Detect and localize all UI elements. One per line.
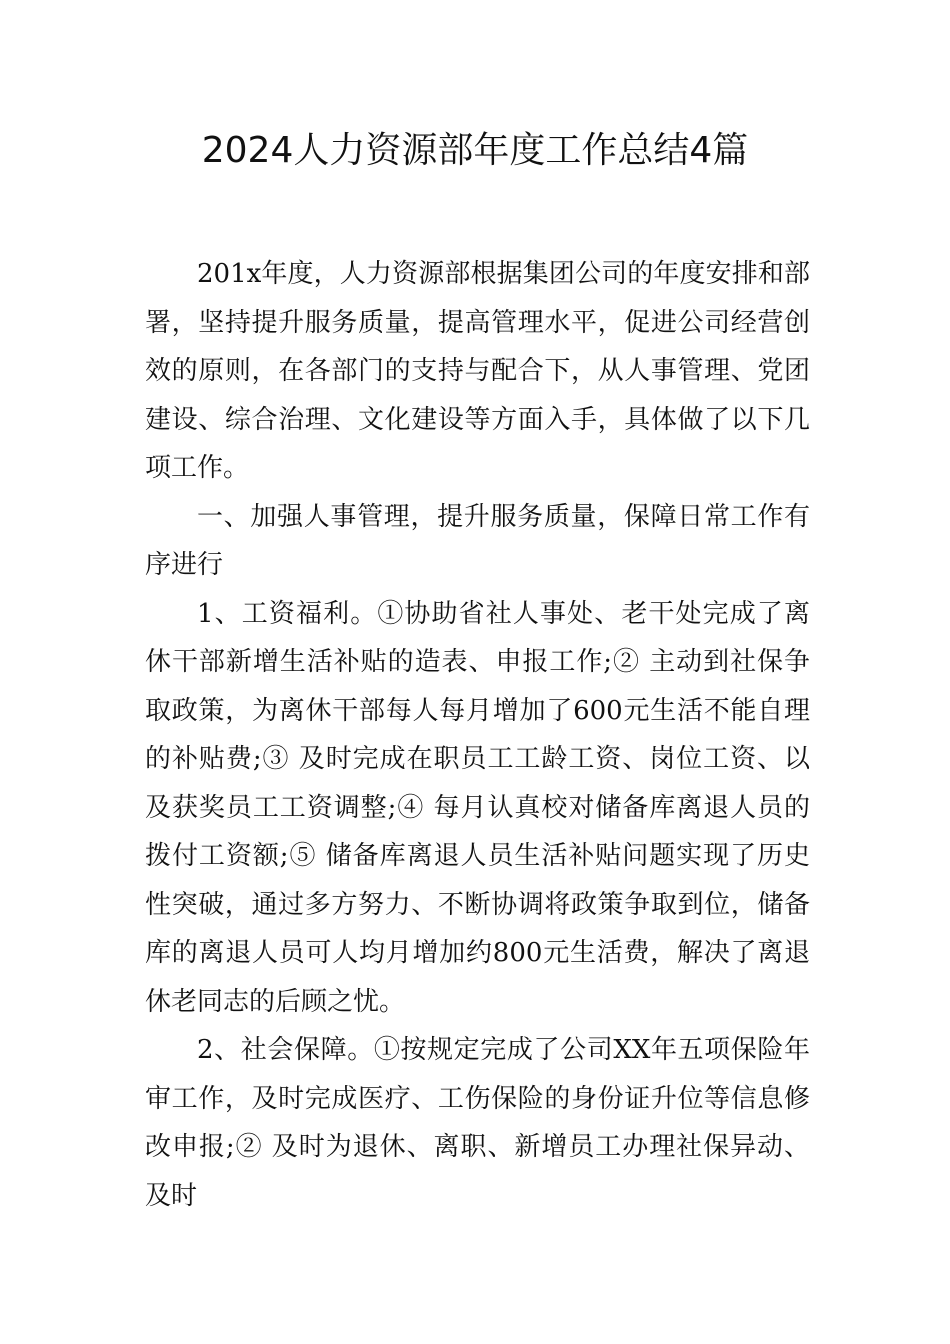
document-title: 2024人力资源部年度工作总结4篇 — [201, 130, 749, 171]
paragraph-salary-welfare: 1、工资福利。①协助省社人事处、老干处完成了离休干部新增生活补贴的造表、申报工作;② 主动到社保争取政策，为离休干部每人每月增加了600元生活不能自理的补贴费;③ 及时完成在职员工工龄工资、岗位工资、以及获奖员工工资调整;④ 每月认真校对储备库离退人员的拨付工资额;⑤ 储备库离退人员生活补贴问题实现了历史性突破，通过多方努力、不断协调将政策争取到位，储备库的离退人员可人均月增加约800元生活费，解决了离退休老同志的后顾之忧。 — [145, 598, 810, 1017]
document-body — [145, 250, 810, 1220]
paragraph-intro: 201x年度，人力资源部根据集团公司的年度安排和部署，坚持提升服务质量，提高管理水平，促进公司经营创效的原则，在各部门的支持与配合下，从人事管理、党团建设、综合治理、文化建设等方面入手，具体做了以下几项工作。 — [145, 259, 810, 483]
paragraph-social-security: 2、社会保障。①按规定完成了公司XX年五项保险年审工作，及时完成医疗、工伤保险的身份证升位等信息修改申报;② 及时为退休、离职、新增员工办理社保异动、及时 — [145, 1035, 810, 1211]
paragraph-section-heading: 一、加强人事管理，提升服务质量，保障日常工作有序进行 — [145, 501, 810, 580]
